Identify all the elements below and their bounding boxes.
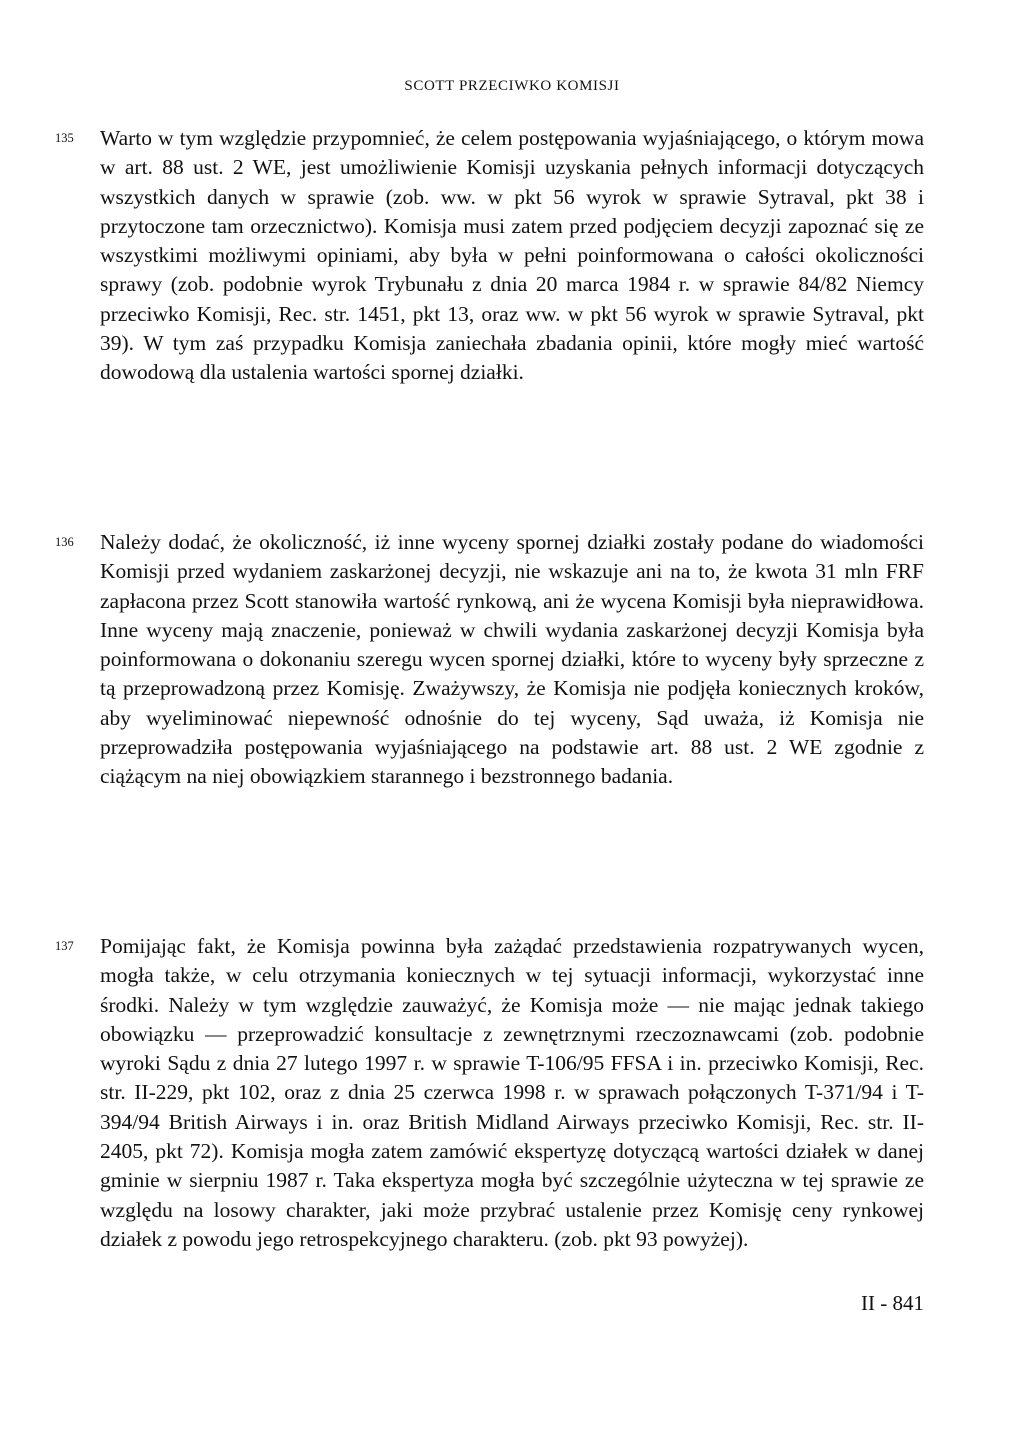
paragraph-text: Warto w tym względzie przypomnieć, że celem postępowania wyjaśniającego, o którym mowa w art. 88 ust. 2 WE, jest umożliwienie Komisji uzyskania pełnych informacji dotyczących wszystkich danych w sprawie (zob. ww. w pkt 56 wyrok w sprawie Sytraval, pkt 38 i przytoczone tam orzecznictwo). Komisja musi zatem przed podjęciem decyzji zapoznać się ze wszystkimi możliwymi opiniami, aby była w pełni poinformowana o całości okoliczności sprawy (zob. podobnie wyrok Trybunału z dnia 20 marca 1984 r. w sprawie 84/82 Niemcy przeciwko Komisji, Rec. str. 1451, pkt 13, oraz ww. w pkt 56 wyrok w sprawie Sytraval, pkt 39). W tym zaś przypadku Komisja zaniechała zbadania opinii, które mogły mieć wartość dowodową dla ustalenia wartości spornej działki.: [100, 126, 924, 385]
paragraph-number: 137: [55, 939, 74, 953]
paragraph-number: 136: [55, 535, 74, 549]
paragraph-text: Pomijając fakt, że Komisja powinna była zażądać przedstawienia rozpatrywanych wycen, mogła także, w celu otrzymania koniecznych w tej sytuacji informacji, wykorzystać inne środki. Należy w tym względzie zauważyć, że Komisja może — nie mając jednak takiego obowiązku — przeprowadzić konsultacje z zewnętrznymi rzeczoznawcami (zob. podobnie wyroki Sądu z dnia 27 lutego 1997 r. w sprawie T-106/95 FFSA i in. przeciwko Komisji, Rec. str. II-229, pkt 102, oraz z dnia 25 czerwca 1998 r. w sprawach połączonych T-371/94 i T-394/94 British Airways i in. oraz British Midland Airways przeciwko Komisji, Rec. str. II-2405, pkt 72). Komisja mogła zatem zamówić ekspertyzę dotyczącą wartości działek w danej gminie w sierpniu 1987 r. Taka ekspertyza mogła być szczególnie użyteczna w tej sprawie ze względu na losowy charakter, jaki może przybrać ustalenie przez Komisję ceny rynkowej działek z powodu jego retrospekcyjnego charakteru. (zob. pkt 93 powyżej).: [100, 934, 924, 1251]
running-header: SCOTT PRZECIWKO KOMISJI: [404, 78, 620, 94]
paragraph-number: 135: [55, 131, 74, 145]
paragraph-text: Należy dodać, że okoliczność, iż inne wyceny spornej działki zostały podane do wiadomości Komisji przed wydaniem zaskarżonej decyzji, nie wskazuje ani na to, że kwota 31 mln FRF zapłacona przez Scott stanowiła wartość rynkową, ani że wycena Komisji była nieprawidłowa. Inne wyceny mają znaczenie, ponieważ w chwili wydania zaskarżonej decyzji Komisja była poinformowana o dokonaniu szeregu wycen spornej działki, które to wyceny były sprzeczne z tą przeprowadzoną przez Komisję. Zważywszy, że Komisja nie podjęła koniecznych kroków, aby wyeliminować niepewność odnośnie do tej wyceny, Sąd uważa, iż Komisja nie przeprowadziła postępowania wyjaśniającego na podstawie art. 88 ust. 2 WE zgodnie z ciążącym na niej obowiązkiem starannego i bezstronnego badania.: [100, 530, 924, 789]
page-number: II - 841: [861, 1291, 924, 1315]
